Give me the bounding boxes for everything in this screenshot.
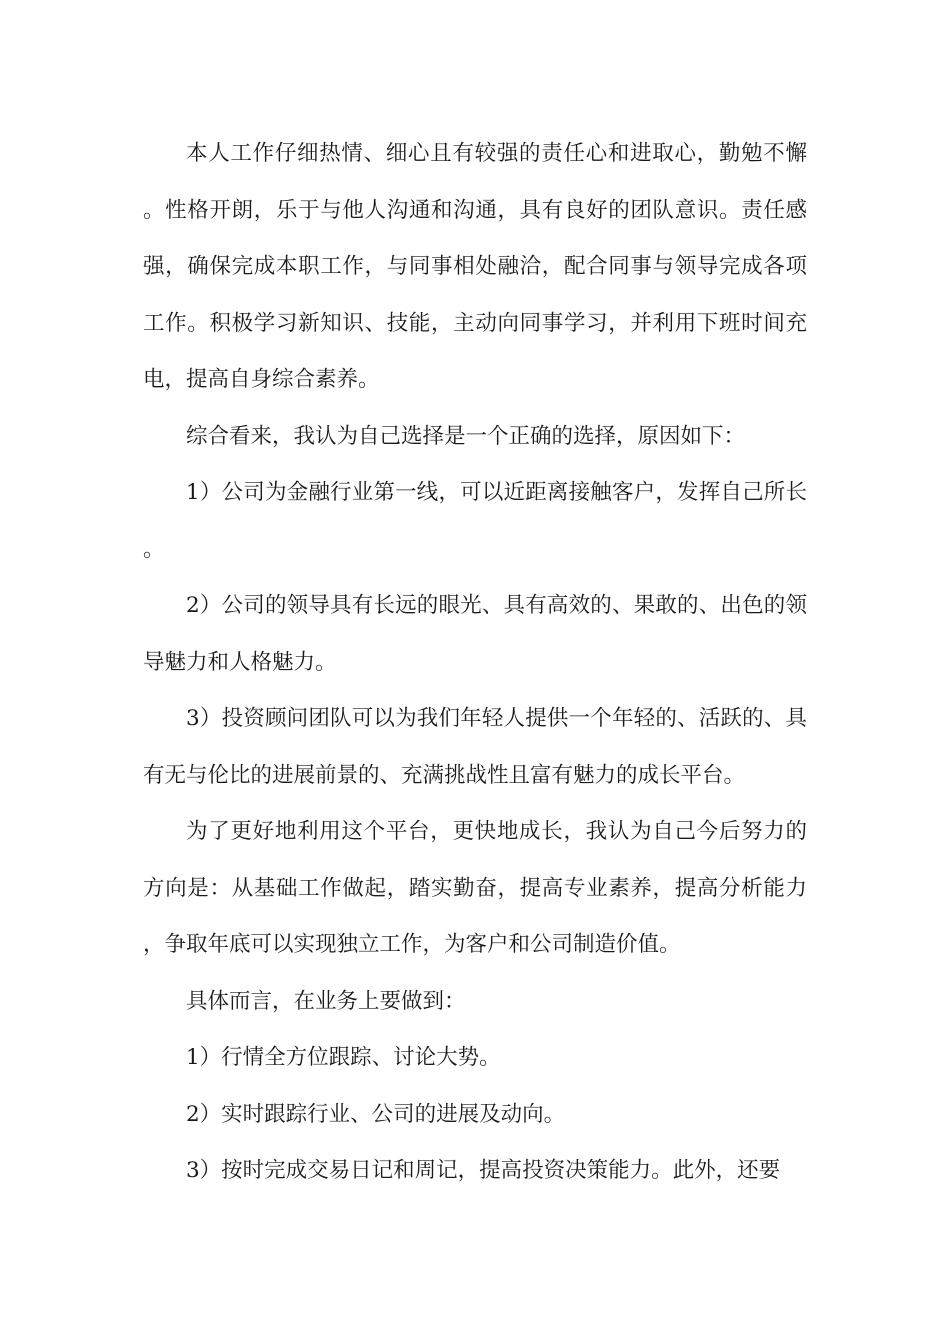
paragraph-summary: 综合看来，我认为自己选择是一个正确的选择，原因如下：	[186, 423, 746, 449]
paragraph-reason-1: 1）公司为金融行业第一线，可以近距离接触客户，发挥自己所长。	[143, 480, 807, 562]
paragraph-direction: 为了更好地利用这个平台，更快地成长，我认为自己今后努力的方向是：从基础工作做起，踏实勤奋，提高专业素养，提高分析能力，争取年底可以实现独立工作，为客户和公司制造价值。	[143, 819, 807, 957]
paragraph-self-evaluation: 本人工作仔细热情、细心且有较强的责任心和进取心，勤勉不懈。性格开朗，乐于与他人沟通和沟通，具有良好的团队意识。责任感强，确保完成本职工作，与同事相处融洽，配合同事与领导完成各项工作。积极学习新知识、技能，主动向同事学习，并利用下班时间充电，提高自身综合素养。	[143, 141, 807, 392]
paragraph-reason-2: 2）公司的领导具有长远的眼光、具有高效的、果敢的、出色的领导魅力和人格魅力。	[143, 593, 807, 675]
paragraph-task-1: 1）行情全方位跟踪、讨论大势。	[186, 1045, 501, 1070]
document-body	[143, 126, 807, 1200]
paragraph-task-3: 3）按时完成交易日记和周记，提高投资决策能力。此外，还要	[186, 1158, 781, 1183]
paragraph-reason-3: 3）投资顾问团队可以为我们年轻人提供一个年轻的、活跃的、具有无与伦比的进展前景的、充满挑战性且富有魅力的成长平台。	[143, 706, 807, 788]
paragraph-task-2: 2）实时跟踪行业、公司的进展及动向。	[186, 1101, 566, 1127]
paragraph-specifics-intro: 具体而言，在业务上要做到：	[186, 988, 466, 1014]
